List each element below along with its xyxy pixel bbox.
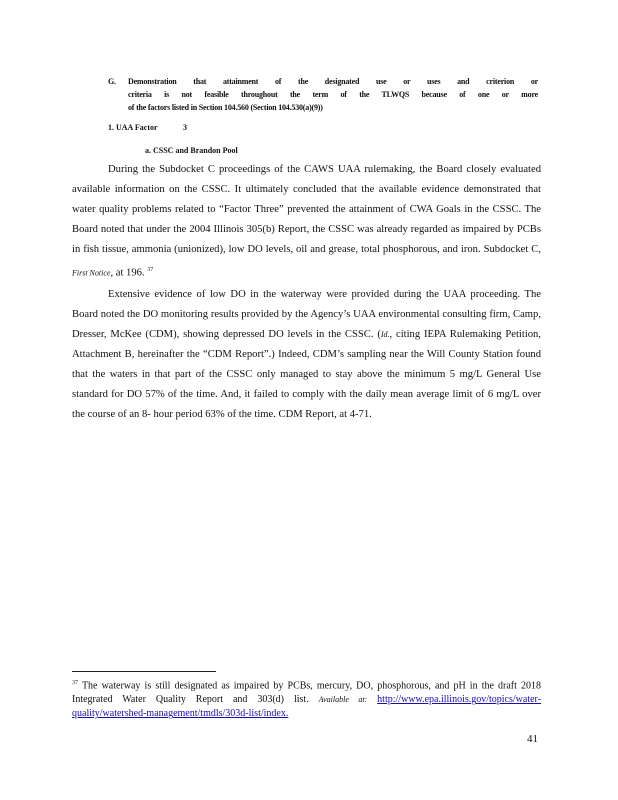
paragraph-2-text-b: , citing IEPA Rulemaking Petition, Attachment B, hereinafter the “CDM Report”.) Indeed, CDM’s sampling near the Will County Station found that the waters in that part of the CSSC only managed to stay above the minimum 5 mg/L General Use standard for DO 57% of the time. And, it failed to comply with the daily mean average limit of 6 mg/L over the course of an 8- hour period 63% of the time. CDM Report, at 4-71. [72,329,541,420]
heading-line-2: criteria is not feasible throughout the term of the TLWQS because of one or more [128,90,538,99]
paragraph-1 [72,160,541,284]
uaa-factor-value: 3 [183,123,187,132]
footnote-divider [72,671,216,672]
first-notice-citation: First Notice [72,268,111,278]
footnote-37 [72,676,541,721]
footnote-link[interactable]: http://www.epa.illinois.gov/topics/water-quality/watershed-management/tmdls/303d-list/index. [72,694,542,720]
footnote-reference[interactable]: 37 [147,267,154,273]
paragraph-2 [72,285,541,425]
paragraph-1-cite-tail: , at 196. [110,267,145,279]
paragraph-2-text-a: Extensive evidence of low DO in the waterway were provided during the UAA proceeding. The Board noted the DO monitoring results provided by the Agency’s UAA environmental consulting firm, Camp, Dresser, McKee (CDM), showing depressed DO levels in the CSSC. ( [72,289,541,340]
heading-line-3: of the factors listed in Section 104.560 (Section 104.530(a)(9)) [128,103,323,112]
subheading: a. CSSC and Brandon Pool [145,146,238,155]
section-heading [108,75,538,114]
heading-line-1: Demonstration that attainment of the designated use or uses and criterion or [128,77,538,86]
uaa-factor-heading [108,123,187,132]
id-citation: Id. [380,330,390,339]
footnote-available: Available at: [318,695,368,705]
footnote-text: The waterway is still designated as impaired by PCBs, mercury, DO, phosphorous, and pH in the draft 2018 Integrated Water Quality Report and 303(d) list. [72,680,541,706]
paragraph-1-text: During the Subdocket C proceedings of the CAWS UAA rulemaking, the Board closely evaluated available information on the CSSC. It ultimately concluded that the available evidence demonstrated that water quality problems related to “Factor Three” prevented the attainment of CWA Goals in the CSSC. The Board noted that under the 2004 Illinois 305(b) Report, the CSSC was already regarded as impaired by PCBs in fish tissue, ammonia (unionized), low DO levels, oil and grease, total phosphorous, and iron. Subdocket C, [72,164,541,255]
uaa-factor-label: 1. UAA Factor [108,123,158,132]
footnote-mark: 37 [72,680,78,686]
page-number: 41 [527,733,538,745]
section-letter: G. [108,77,116,86]
